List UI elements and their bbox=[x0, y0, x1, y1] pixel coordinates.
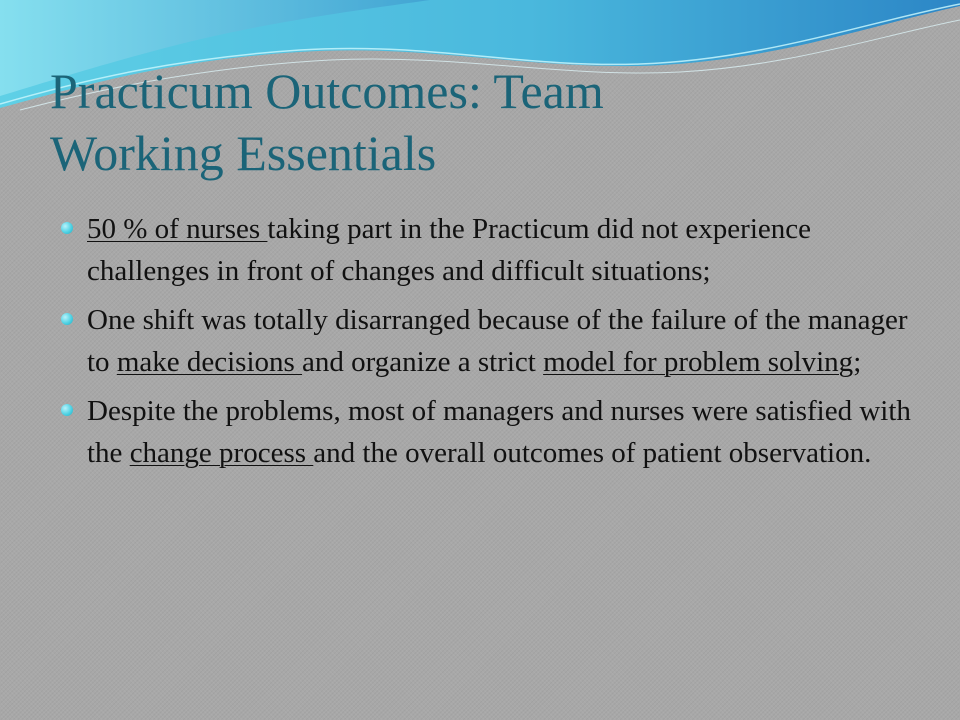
title-line-2: Working Essentials bbox=[50, 125, 437, 181]
bullet-2-text-3: ; bbox=[853, 346, 862, 378]
bullet-2-underlined-text-1: make decisions bbox=[116, 346, 303, 378]
slide-title bbox=[50, 60, 910, 184]
bullet-3-text-2: and the overall outcomes of patient observation. bbox=[313, 437, 872, 469]
title-line-1: Practicum Outcomes: Team bbox=[50, 63, 604, 119]
bullet-2-text-2: and organize a strict bbox=[302, 346, 544, 378]
bullet-item-1 bbox=[60, 208, 920, 292]
bullet-3-text-1: Despite the problems, most of managers and nurses were satisfied with the bbox=[87, 395, 911, 469]
round-bullet-icon bbox=[61, 404, 73, 416]
bullet-1-text-1: taking part in the Practicum did not experience challenges in front of changes and difficult situations; bbox=[87, 213, 811, 287]
bullet-item-2 bbox=[60, 299, 920, 383]
bullet-2-text-1: One shift was totally disarranged because of the failure of the manager to bbox=[87, 304, 908, 378]
bullet-list bbox=[60, 208, 920, 481]
bullet-item-3 bbox=[60, 390, 920, 474]
bullet-1-underlined-text-1: 50 % of nurses bbox=[87, 213, 268, 245]
bullet-2-underlined-text-2: model for problem solving bbox=[543, 346, 854, 378]
round-bullet-icon bbox=[61, 313, 73, 325]
round-bullet-icon bbox=[61, 222, 73, 234]
bullet-3-underlined-text-1: change process bbox=[129, 437, 314, 469]
